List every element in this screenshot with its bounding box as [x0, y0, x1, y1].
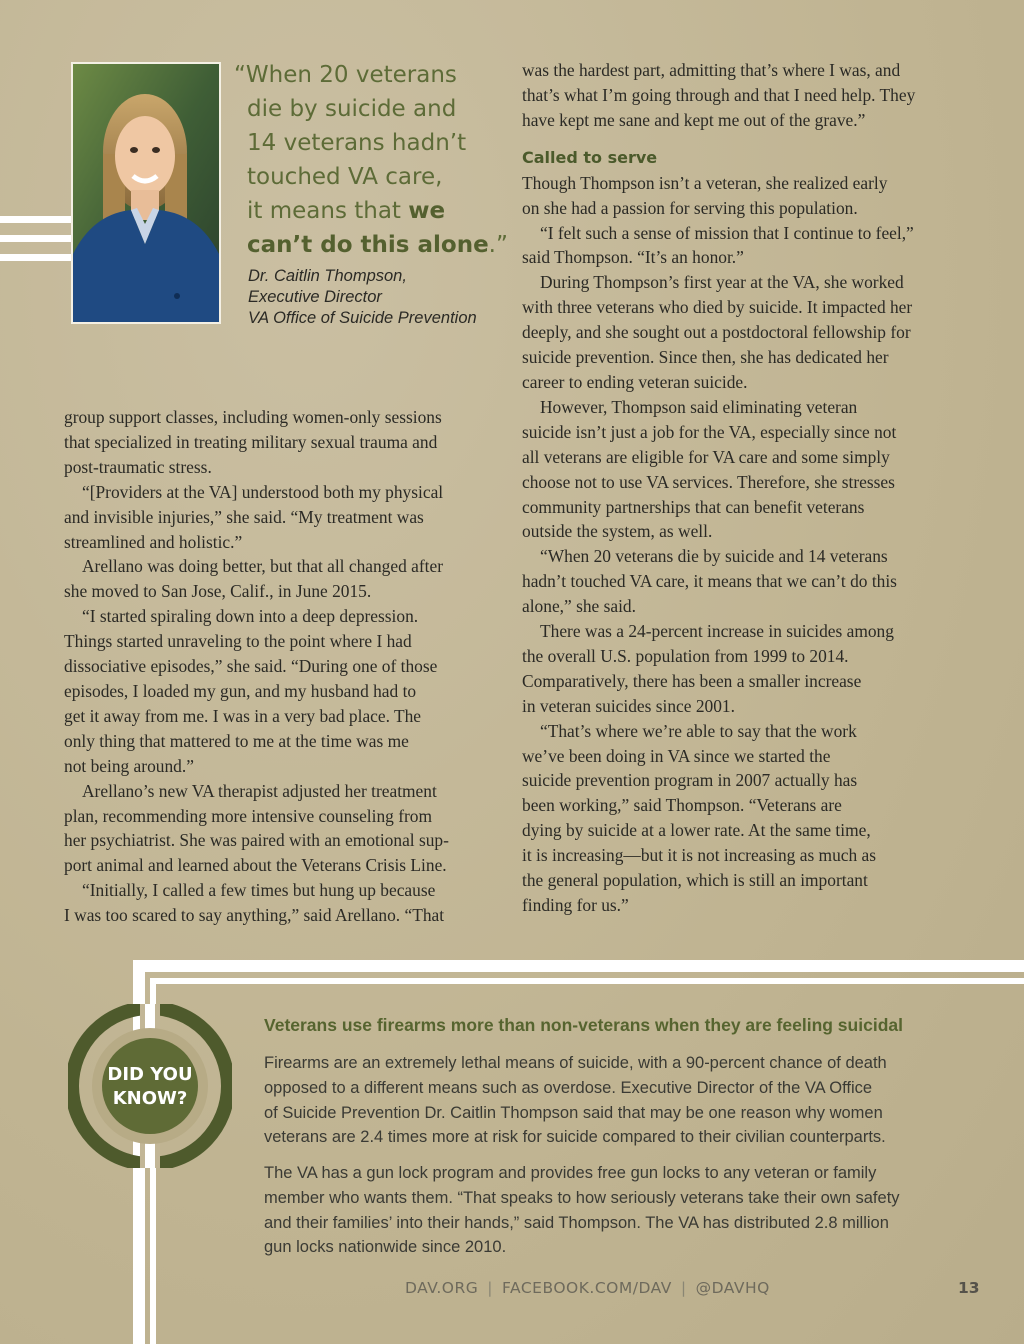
footer-facebook-link[interactable]: FACEBOOK.COM/DAV: [502, 1279, 672, 1297]
pull-quote-line: die by suicide and: [247, 96, 457, 122]
body-text-line: with three veterans who died by suicide. It impacted her: [522, 297, 913, 318]
body-text-line: suicide prevention program in 2007 actually has: [522, 770, 858, 791]
body-text-line: was the hardest part, admitting that’s where I was, and: [522, 60, 901, 80]
body-text-line: that specialized in treating military sexual trauma and: [64, 431, 438, 452]
section-subhead: Called to serve: [522, 147, 658, 167]
sidebar-frame-top-inner: [150, 978, 1024, 984]
body-text-line: get it away from me. I was in a very bad place. The: [64, 705, 422, 726]
body-text-line: suicide isn’t just a job for the VA, especially since not: [522, 421, 897, 442]
body-text-line: her psychiatrist. She was paired with an emotional sup-: [64, 830, 449, 851]
portrait-photo: [71, 62, 221, 324]
footer-links: [405, 1279, 770, 1297]
pull-quote-line: [234, 228, 508, 262]
body-text-line: Arellano was doing better, but that all changed after: [82, 556, 443, 577]
badge-line2: KNOW?: [112, 1088, 188, 1109]
footer-separator: |: [680, 1279, 687, 1297]
body-text-line: However, Thompson said eliminating veteran: [540, 396, 858, 417]
sidebar-paragraph-2: [264, 1161, 964, 1260]
badge-line1: DID YOU: [107, 1064, 193, 1085]
body-text-line: “I started spiraling down into a deep depression.: [82, 606, 419, 627]
sidebar-line: The VA has a gun lock program and provides free gun locks to any veteran or family: [264, 1164, 877, 1182]
attribution-office: VA Office of Suicide Prevention: [248, 309, 477, 327]
attribution-title: Executive Director: [248, 288, 382, 306]
pull-quote-line: touched VA care,: [247, 164, 443, 190]
sidebar-line: opposed to a different means such as overdose. Executive Director of the VA Office: [264, 1078, 873, 1097]
body-text-line: the overall U.S. population from 1999 to 2014.: [522, 645, 849, 666]
body-text-line: There was a 24-percent increase in suicides among: [540, 621, 894, 642]
pull-quote-emphasis: can’t do this alone: [247, 232, 489, 258]
body-text-line: Comparatively, there has been a smaller increase: [522, 670, 862, 691]
body-text-line: in veteran suicides since 2001.: [522, 695, 735, 716]
body-text-line: she moved to San Jose, Calif., in June 2015.: [64, 581, 372, 602]
pull-quote: [234, 58, 508, 262]
body-text-line: Things started unraveling to the point where I had: [64, 631, 412, 652]
body-text-line: dying by suicide at a lower rate. At the same time,: [522, 820, 871, 841]
body-text-line: deeply, and she sought out a postdoctoral fellowship for: [522, 322, 911, 343]
pull-quote-text: it means that: [247, 198, 409, 224]
body-text-line: “Initially, I called a few times but hung up because: [82, 880, 436, 901]
pull-quote-end: .”: [488, 232, 508, 258]
body-text-line: Though Thompson isn’t a veteran, she realized early: [522, 172, 888, 193]
body-text-line: not being around.”: [64, 755, 194, 776]
body-text-line: “I felt such a sense of mission that I continue to feel,”: [540, 222, 914, 243]
sidebar-line: gun locks nationwide since 2010.: [264, 1238, 507, 1257]
footer-twitter-link[interactable]: @DAVHQ: [695, 1279, 770, 1297]
body-text-line: community partnerships that can benefit veterans: [522, 496, 865, 517]
body-text-line: suicide prevention. Since then, she has dedicated her: [522, 347, 889, 368]
body-text-line: plan, recommending more intensive counseling from: [64, 805, 433, 826]
did-you-know-badge: [68, 1004, 232, 1168]
sidebar-line: of Suicide Prevention Dr. Caitlin Thompson said that may be one reason why women: [264, 1103, 883, 1122]
sidebar-title: Veterans use firearms more than non-veterans when they are feeling suicidal: [264, 1015, 903, 1035]
sidebar-paragraph-1: [264, 1051, 964, 1150]
body-text-line: “When 20 veterans die by suicide and 14 veterans: [540, 546, 888, 567]
sidebar-line: veterans are 2.4 times more at risk for suicide compared to their civilian counterparts.: [264, 1128, 886, 1147]
body-text-line: group support classes, including women-only sessions: [64, 407, 442, 427]
body-text-line: During Thompson’s first year at the VA, she worked: [540, 272, 904, 293]
body-text-line: dissociative episodes,” she said. “During one of those: [64, 656, 438, 677]
body-text-line: streamlined and holistic.”: [64, 531, 243, 552]
right-column: [522, 58, 972, 918]
body-text-line: and invisible injuries,” she said. “My treatment was: [64, 506, 424, 527]
footer-site-link[interactable]: DAV.ORG: [405, 1279, 479, 1297]
quote-attribution: [248, 266, 508, 329]
body-text-line: on she had a passion for serving this population.: [522, 197, 858, 218]
body-text-line: episodes, I loaded my gun, and my husband had to: [64, 680, 417, 701]
pull-quote-emphasis: we: [408, 198, 446, 224]
pull-quote-line: 14 veterans hadn’t: [247, 130, 467, 156]
page-number: 13: [958, 1279, 980, 1297]
sidebar-line: member who wants them. “That speaks to how seriously veterans take their own safety: [264, 1188, 900, 1207]
pull-quote-line: “When 20 veterans: [234, 62, 457, 88]
right-column-top: [522, 58, 972, 133]
sidebar-frame-top-outer: [133, 960, 1024, 972]
body-text-line: only thing that mattered to me at the time was me: [64, 730, 409, 751]
body-text-line: outside the system, as well.: [522, 521, 713, 542]
body-text-line: said Thompson. “It’s an honor.”: [522, 247, 744, 268]
body-text-line: that’s what I’m going through and that I need help. They: [522, 84, 916, 105]
sidebar-line: and their families’ into their hands,” said Thompson. The VA has distributed 2.8 million: [264, 1213, 889, 1232]
pull-quote-line: [234, 194, 494, 228]
right-column-bottom: [522, 171, 972, 918]
sidebar-line: Firearms are an extremely lethal means of suicide, with a 90-percent chance of death: [264, 1054, 887, 1072]
body-text-line: the general population, which is still an important: [522, 870, 868, 891]
portrait-illustration: [73, 64, 219, 322]
body-text-line: finding for us.”: [522, 895, 629, 915]
body-text-line: I was too scared to say anything,” said Arellano. “That: [64, 905, 445, 926]
body-text-line: choose not to use VA services. Therefore, she stresses: [522, 471, 895, 492]
body-text-line: have kept me sane and kept me out of the grave.”: [522, 109, 866, 130]
footer-separator: |: [487, 1279, 494, 1297]
body-text-line: career to ending veteran suicide.: [522, 371, 748, 392]
body-text-line: been working,” said Thompson. “Veterans are: [522, 795, 842, 816]
body-text-line: post-traumatic stress.: [64, 456, 212, 477]
attribution-name: Dr. Caitlin Thompson,: [248, 267, 407, 285]
body-text-line: “That’s where we’re able to say that the work: [540, 720, 857, 741]
body-text-line: Arellano’s new VA therapist adjusted her treatment: [82, 780, 437, 801]
body-text-line: port animal and learned about the Veterans Crisis Line.: [64, 855, 447, 876]
body-text-line: hadn’t touched VA care, it means that we can’t do this: [522, 571, 897, 592]
left-column: [64, 405, 494, 928]
body-text-line: it is increasing—but it is not increasing as much as: [522, 845, 877, 866]
body-text-line: “[Providers at the VA] understood both my physical: [82, 481, 444, 502]
body-text-line: we’ve been doing in VA since we started the: [522, 745, 831, 766]
body-text-line: alone,” she said.: [522, 596, 636, 617]
body-text-line: all veterans are eligible for VA care and some simply: [522, 446, 890, 467]
